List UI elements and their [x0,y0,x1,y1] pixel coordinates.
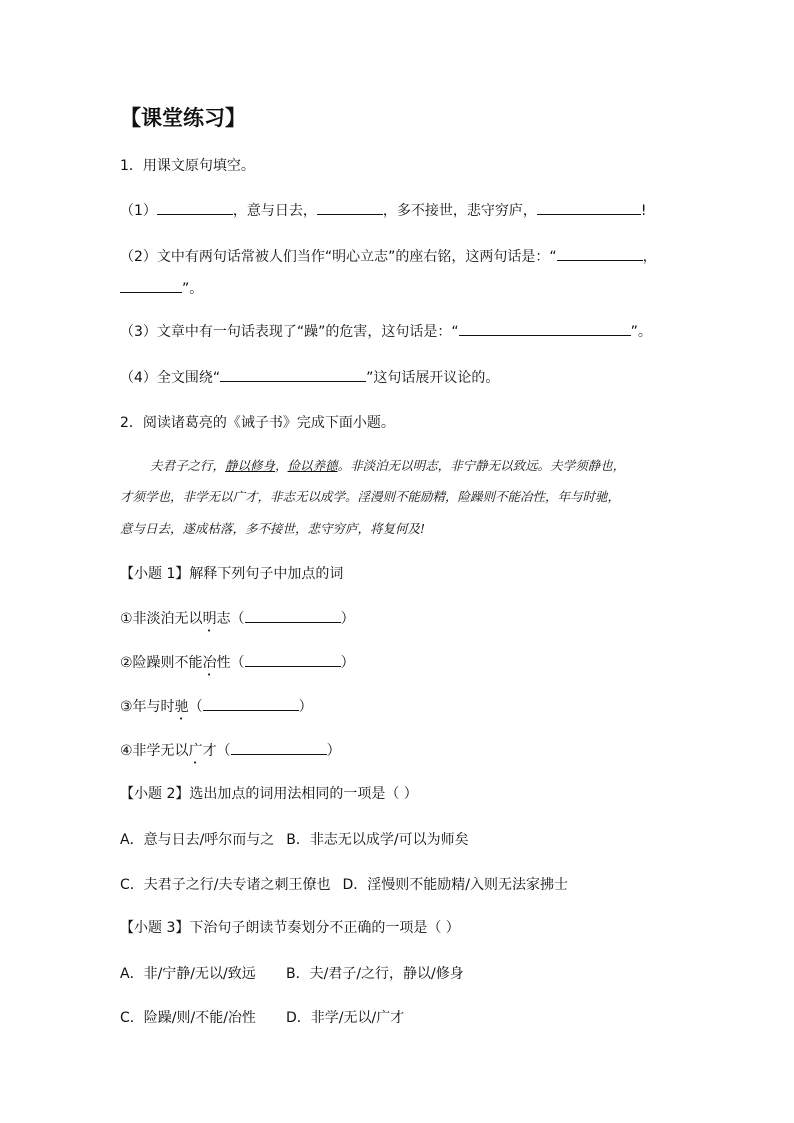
item-text: （2）文中有两句话常被人们当作“明心立志”的座右铭，这两句话是：“ [120,249,557,265]
question-1-item-2-cont [120,278,203,299]
dotted-word: 明 [202,611,217,627]
passage-text: ， [275,458,288,473]
item-text: （ [188,699,203,715]
subquestion-3-options-cd [120,1008,404,1028]
question-1-item-3 [120,321,652,342]
answer-blank [120,278,182,293]
section-heading: 【课堂练习】 [120,106,246,130]
item-text: ， [642,249,657,265]
subquestion-1-title: 【小题 1】解释下列句子中加点的词 [120,566,344,582]
subquestion-2-options-ab [120,830,469,850]
subquestion-1-item-2 [120,652,355,679]
passage-text: 夫君子之行， [150,458,226,473]
item-text: （3）文章中有一句话表现了“躁”的危害，这句话是：“ [120,324,459,340]
subquestion-1-item-3 [120,696,313,723]
answer-blank [220,367,366,382]
option-d: D．非学/无以/广才 [286,1010,405,1026]
subquestion-1-item-1 [120,608,355,635]
option-b: B．夫/君子/之行，静以/修身 [286,966,464,982]
underlined-text: 静以修身 [225,458,276,473]
passage-line-2: 才须学也，非学无以广才，非志无以成学。淫漫则不能励精，险躁则不能冶性，年与时驰， [120,489,621,504]
dotted-word: 驰 [174,699,189,715]
subquestion-2-options-cd [120,875,568,895]
item-text: ②险躁则不能 [120,655,203,671]
item-text: ③年与时 [120,699,175,715]
subquestion-3-options-ab [120,964,464,984]
answer-blank [157,200,233,215]
answer-blank [459,321,631,336]
question-1-item-2 [120,246,657,267]
item-text: ） [340,611,355,627]
item-text: ”。 [630,324,652,340]
passage-text: 。非淡泊无以明志，非宁静无以致远。夫学须静也， [337,458,626,473]
passage-line-3: 意与日去，遂成枯落，多不接世，悲守穷庐，将复何及! [120,521,426,536]
item-text: ，意与日去， [232,203,317,219]
answer-blank [557,246,643,261]
subquestion-3-title: 【小题 3】下治句子朗读节奏划分不正确的一项是（ ） [120,920,460,936]
subquestion-1-item-4 [120,740,341,767]
item-text: 才（ [202,743,231,759]
option-b: B．非志无以成学/可以为师矣 [286,832,469,848]
answer-blank [245,652,341,667]
answer-blank [245,608,341,623]
answer-blank [203,696,299,711]
answer-blank [231,740,327,755]
item-number: （1） [120,203,157,219]
item-text: 性（ [216,655,245,671]
item-text: （4）全文围绕“ [120,370,221,386]
answer-blank [317,200,383,215]
item-text: ，多不接世，悲守穷庐， [382,203,537,219]
option-a: A．意与日去/呼尔而与之 [120,832,275,848]
item-text: ”这句话展开议论的。 [366,370,500,386]
answer-blank [537,200,641,215]
item-text: ! [640,203,647,219]
option-c: C．夫君子之行/夫专诸之刺王僚也 [120,877,331,893]
question-2-prompt: 2．阅读诸葛亮的《诫子书》完成下面小题。 [120,415,395,431]
question-1-prompt: 1．用课文原句填空。 [120,158,255,174]
item-text: ） [340,655,355,671]
option-c: C．险躁/则/不能/冶性 [120,1010,256,1026]
item-text: ） [326,743,341,759]
dotted-word: 广 [188,743,203,759]
subquestion-2-title: 【小题 2】选出加点的词用法相同的一项是（ ） [120,786,418,802]
option-a: A．非/宁静/无以/致远 [120,966,256,982]
item-text: ”。 [182,281,204,297]
question-1-item-4 [120,367,499,388]
option-d: D．淫慢则不能励精/入则无法家拂士 [342,877,568,893]
passage-line-1 [150,457,625,475]
item-text: ） [298,699,313,715]
item-text: 志（ [216,611,245,627]
item-text: ①非淡泊无以 [120,611,203,627]
item-text: ④非学无以 [120,743,189,759]
underlined-text: 俭以养德 [287,458,338,473]
question-1-item-1 [120,200,647,221]
dotted-word: 冶 [202,655,217,671]
